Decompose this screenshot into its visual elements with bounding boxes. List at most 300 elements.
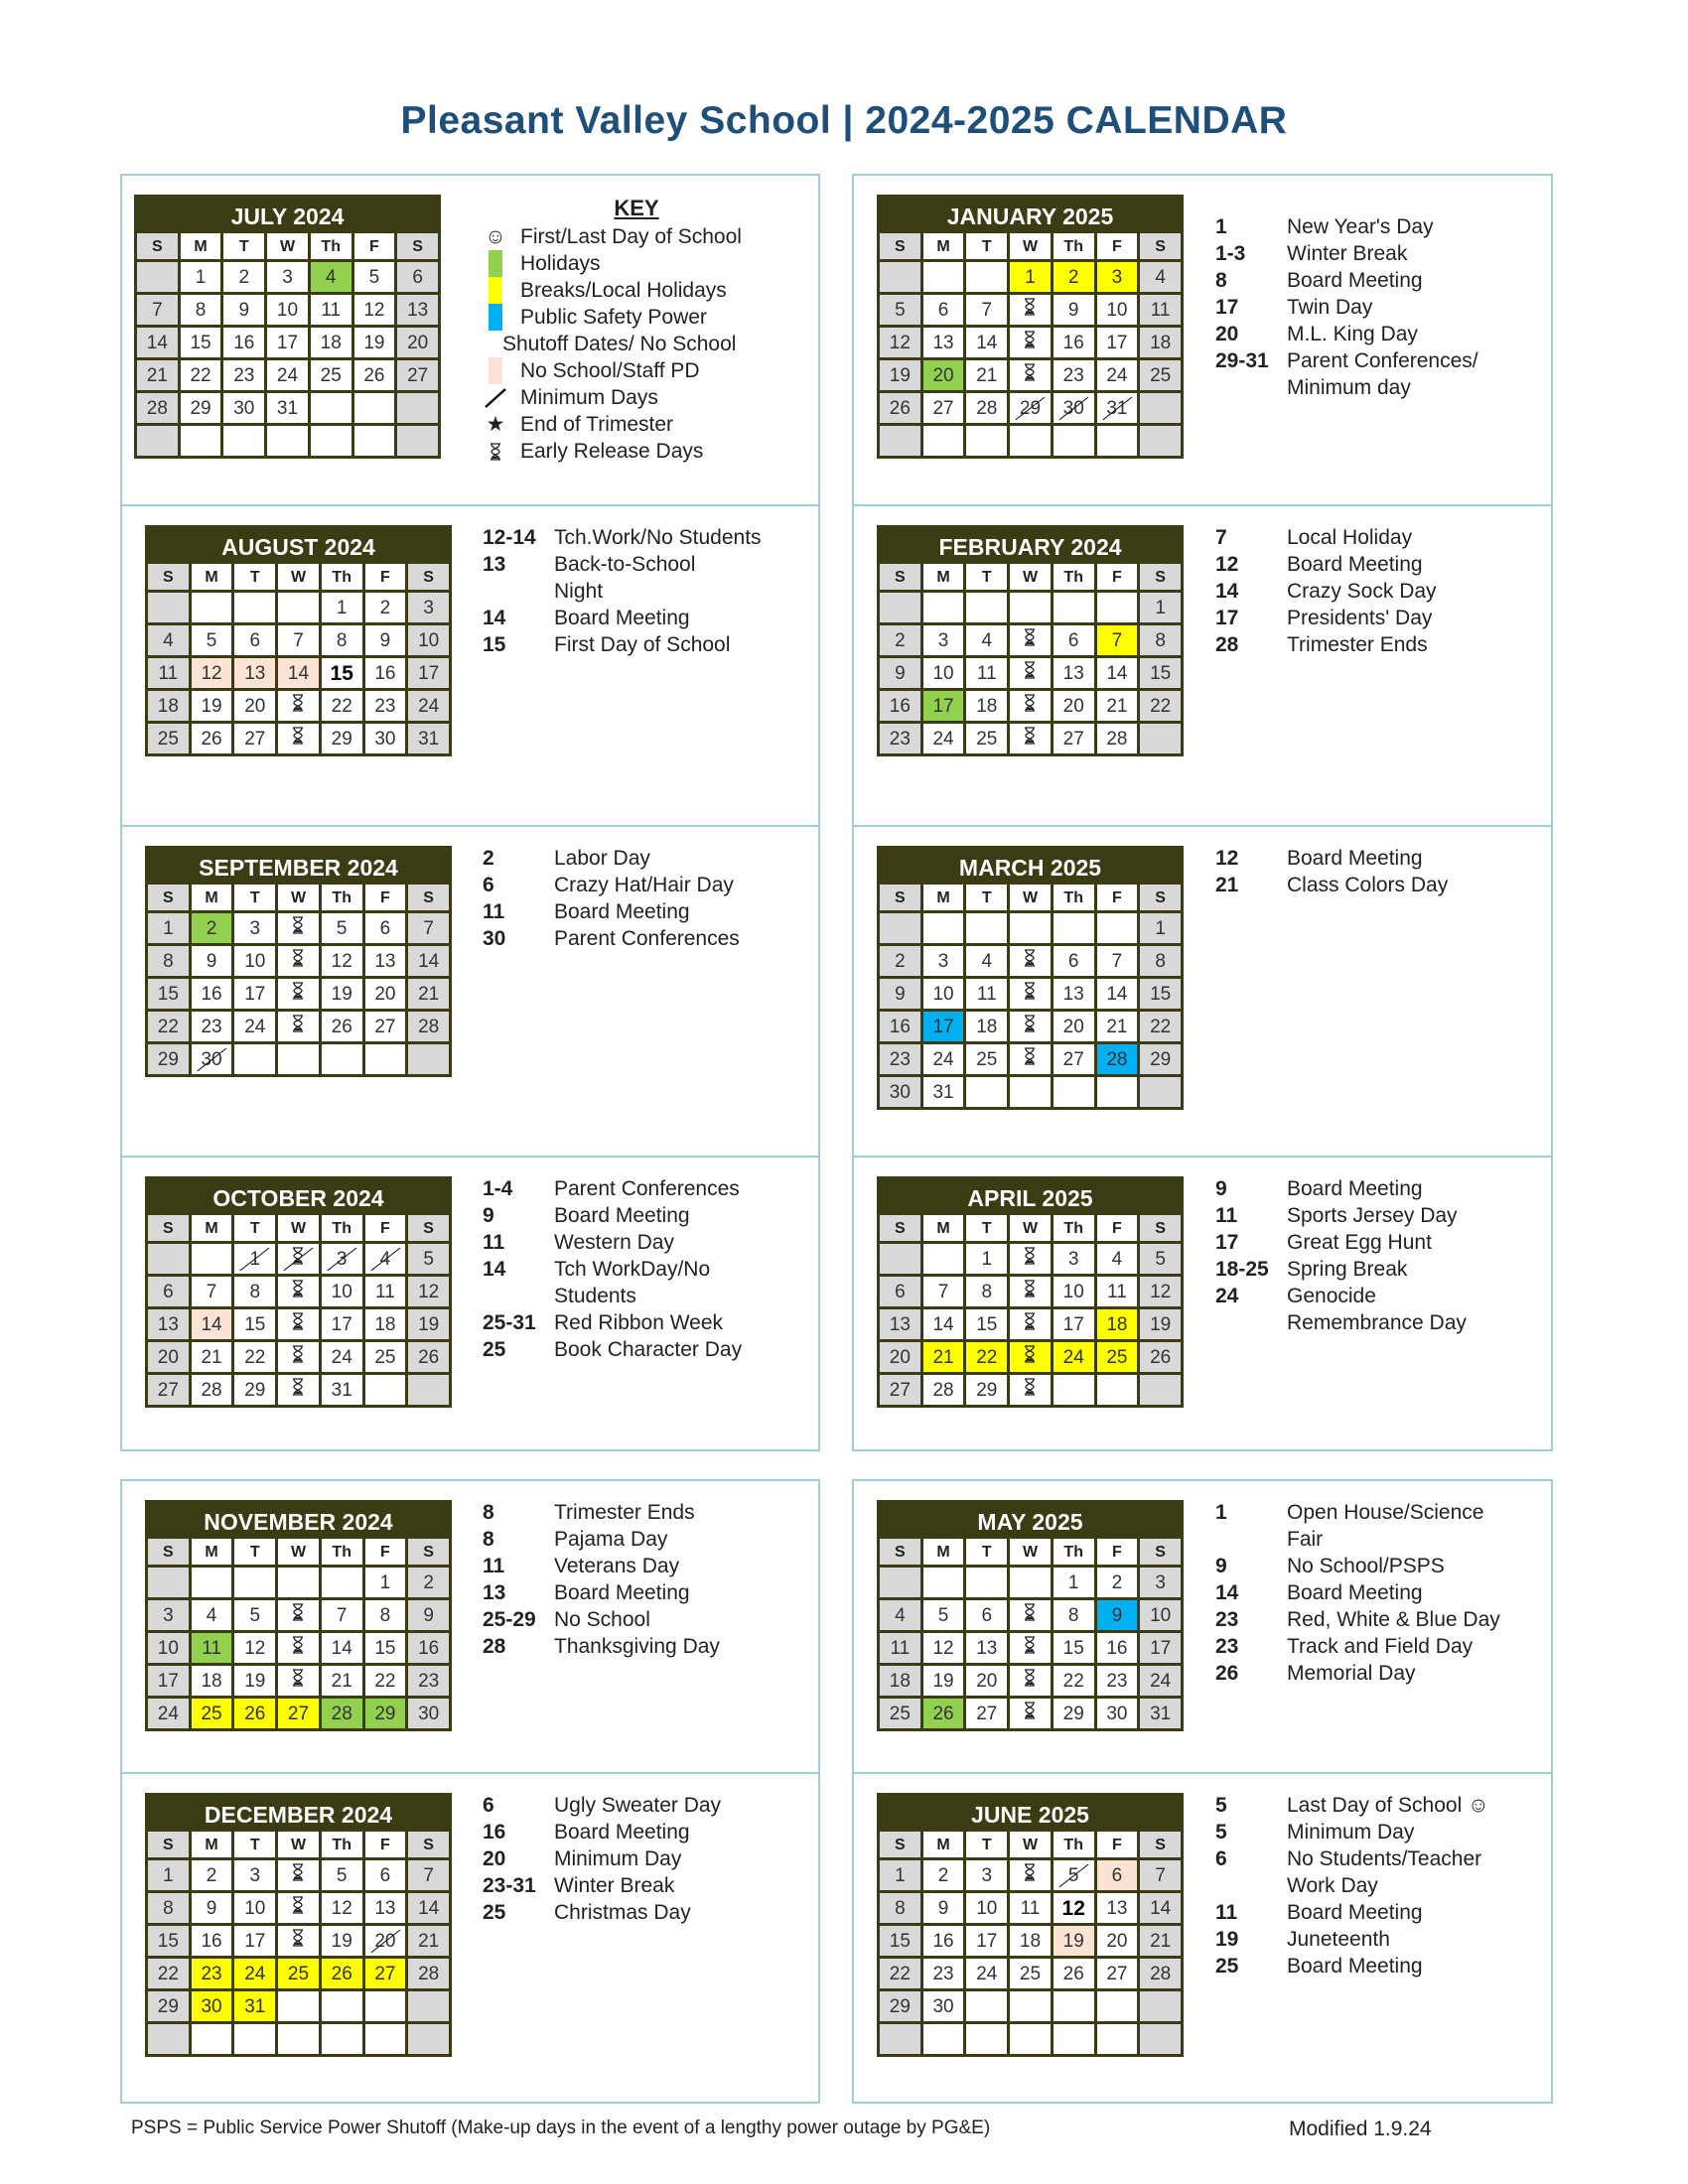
day-cell[interactable] xyxy=(365,1959,406,1988)
day-cell[interactable] xyxy=(148,1044,189,1074)
day-cell[interactable] xyxy=(397,328,438,357)
day-cell[interactable] xyxy=(1054,1012,1094,1041)
day-cell[interactable] xyxy=(1140,1860,1181,1890)
day-cell[interactable] xyxy=(408,946,449,976)
day-cell[interactable] xyxy=(408,1633,449,1663)
day-cell[interactable] xyxy=(408,1893,449,1923)
day-cell[interactable] xyxy=(148,1959,189,1988)
day-cell[interactable] xyxy=(1054,724,1094,753)
day-cell[interactable] xyxy=(1054,946,1094,976)
day-cell[interactable] xyxy=(1140,1959,1181,1988)
day-cell[interactable] xyxy=(1140,691,1181,721)
day-cell[interactable] xyxy=(354,295,395,325)
day-cell[interactable] xyxy=(880,1926,920,1956)
early-release-day-cell[interactable] xyxy=(278,1375,319,1405)
day-cell[interactable] xyxy=(408,1926,449,1956)
day-cell[interactable] xyxy=(1010,393,1051,423)
early-release-day-cell[interactable] xyxy=(278,913,319,943)
day-cell[interactable] xyxy=(234,1860,275,1890)
day-cell[interactable] xyxy=(234,913,275,943)
day-cell[interactable] xyxy=(322,913,362,943)
day-cell[interactable] xyxy=(365,658,406,688)
day-cell[interactable] xyxy=(234,1309,275,1339)
day-cell[interactable] xyxy=(148,1991,189,2021)
day-cell[interactable] xyxy=(1097,262,1138,292)
day-cell[interactable] xyxy=(192,1893,232,1923)
day-cell[interactable] xyxy=(1140,979,1181,1009)
early-release-day-cell[interactable] xyxy=(1010,328,1051,357)
day-cell[interactable] xyxy=(181,262,221,292)
early-release-day-cell[interactable] xyxy=(1010,658,1051,688)
early-release-day-cell[interactable] xyxy=(278,946,319,976)
day-cell[interactable] xyxy=(1140,328,1181,357)
day-cell[interactable] xyxy=(1054,1926,1094,1956)
day-cell[interactable] xyxy=(1140,1244,1181,1274)
day-cell[interactable] xyxy=(234,1893,275,1923)
day-cell[interactable] xyxy=(880,1860,920,1890)
day-cell[interactable] xyxy=(923,1309,964,1339)
day-cell[interactable] xyxy=(966,1012,1007,1041)
day-cell[interactable] xyxy=(148,913,189,943)
day-cell[interactable] xyxy=(354,328,395,357)
day-cell[interactable] xyxy=(966,1893,1007,1923)
day-cell[interactable] xyxy=(322,1633,362,1663)
day-cell[interactable] xyxy=(408,1699,449,1728)
day-cell[interactable] xyxy=(880,1959,920,1988)
day-cell[interactable] xyxy=(966,1633,1007,1663)
day-cell[interactable] xyxy=(148,1309,189,1339)
day-cell[interactable] xyxy=(137,360,178,390)
day-cell[interactable] xyxy=(1097,1568,1138,1597)
early-release-day-cell[interactable] xyxy=(1010,1633,1051,1663)
day-cell[interactable] xyxy=(234,979,275,1009)
day-cell[interactable] xyxy=(181,393,221,423)
day-cell[interactable] xyxy=(192,658,232,688)
day-cell[interactable] xyxy=(408,1860,449,1890)
day-cell[interactable] xyxy=(192,1342,232,1372)
day-cell[interactable] xyxy=(966,295,1007,325)
early-release-day-cell[interactable] xyxy=(1010,360,1051,390)
day-cell[interactable] xyxy=(365,979,406,1009)
day-cell[interactable] xyxy=(408,979,449,1009)
day-cell[interactable] xyxy=(923,1860,964,1890)
day-cell[interactable] xyxy=(365,724,406,753)
early-release-day-cell[interactable] xyxy=(278,724,319,753)
day-cell[interactable] xyxy=(354,360,395,390)
early-release-day-cell[interactable] xyxy=(278,1860,319,1890)
day-cell[interactable] xyxy=(223,262,264,292)
day-cell[interactable] xyxy=(923,946,964,976)
day-cell[interactable] xyxy=(1140,1699,1181,1728)
day-cell[interactable] xyxy=(192,913,232,943)
day-cell[interactable] xyxy=(192,1044,232,1074)
day-cell[interactable] xyxy=(148,1012,189,1041)
early-release-day-cell[interactable] xyxy=(278,1309,319,1339)
early-release-day-cell[interactable] xyxy=(1010,295,1051,325)
day-cell[interactable] xyxy=(1140,1277,1181,1306)
day-cell[interactable] xyxy=(267,393,308,423)
early-release-day-cell[interactable] xyxy=(278,1893,319,1923)
day-cell[interactable] xyxy=(322,724,362,753)
day-cell[interactable] xyxy=(322,1012,362,1041)
day-cell[interactable] xyxy=(1097,1893,1138,1923)
day-cell[interactable] xyxy=(923,1991,964,2021)
day-cell[interactable] xyxy=(234,625,275,655)
day-cell[interactable] xyxy=(1140,1926,1181,1956)
day-cell[interactable] xyxy=(1054,1244,1094,1274)
day-cell[interactable] xyxy=(192,1959,232,1988)
day-cell[interactable] xyxy=(148,724,189,753)
day-cell[interactable] xyxy=(923,1959,964,1988)
day-cell[interactable] xyxy=(880,625,920,655)
day-cell[interactable] xyxy=(1054,295,1094,325)
day-cell[interactable] xyxy=(880,1633,920,1663)
day-cell[interactable] xyxy=(966,724,1007,753)
day-cell[interactable] xyxy=(966,328,1007,357)
day-cell[interactable] xyxy=(880,1666,920,1696)
day-cell[interactable] xyxy=(1140,946,1181,976)
day-cell[interactable] xyxy=(880,328,920,357)
day-cell[interactable] xyxy=(365,1860,406,1890)
day-cell[interactable] xyxy=(234,1666,275,1696)
early-release-day-cell[interactable] xyxy=(1010,1277,1051,1306)
day-cell[interactable] xyxy=(322,1860,362,1890)
day-cell[interactable] xyxy=(880,1044,920,1074)
day-cell[interactable] xyxy=(966,979,1007,1009)
day-cell[interactable] xyxy=(181,360,221,390)
day-cell[interactable] xyxy=(365,625,406,655)
day-cell[interactable] xyxy=(148,1926,189,1956)
day-cell[interactable] xyxy=(966,1244,1007,1274)
day-cell[interactable] xyxy=(1054,625,1094,655)
day-cell[interactable] xyxy=(365,913,406,943)
day-cell[interactable] xyxy=(880,724,920,753)
early-release-day-cell[interactable] xyxy=(1010,1375,1051,1405)
day-cell[interactable] xyxy=(1097,1309,1138,1339)
day-cell[interactable] xyxy=(148,1277,189,1306)
day-cell[interactable] xyxy=(1054,1277,1094,1306)
day-cell[interactable] xyxy=(365,1600,406,1630)
day-cell[interactable] xyxy=(322,1926,362,1956)
day-cell[interactable] xyxy=(365,1893,406,1923)
day-cell[interactable] xyxy=(966,1699,1007,1728)
day-cell[interactable] xyxy=(1140,1309,1181,1339)
day-cell[interactable] xyxy=(923,1044,964,1074)
day-cell[interactable] xyxy=(148,1375,189,1405)
day-cell[interactable] xyxy=(311,328,352,357)
day-cell[interactable] xyxy=(966,946,1007,976)
day-cell[interactable] xyxy=(365,1699,406,1728)
day-cell[interactable] xyxy=(1010,1893,1051,1923)
day-cell[interactable] xyxy=(1054,262,1094,292)
day-cell[interactable] xyxy=(966,1309,1007,1339)
day-cell[interactable] xyxy=(322,979,362,1009)
day-cell[interactable] xyxy=(408,1568,449,1597)
day-cell[interactable] xyxy=(1097,1959,1138,1988)
day-cell[interactable] xyxy=(1140,1600,1181,1630)
day-cell[interactable] xyxy=(966,1277,1007,1306)
day-cell[interactable] xyxy=(1097,946,1138,976)
day-cell[interactable] xyxy=(365,1244,406,1274)
day-cell[interactable] xyxy=(192,1375,232,1405)
day-cell[interactable] xyxy=(923,658,964,688)
day-cell[interactable] xyxy=(322,1277,362,1306)
day-cell[interactable] xyxy=(1054,1699,1094,1728)
day-cell[interactable] xyxy=(408,1959,449,1988)
day-cell[interactable] xyxy=(966,625,1007,655)
day-cell[interactable] xyxy=(408,658,449,688)
day-cell[interactable] xyxy=(1054,1600,1094,1630)
day-cell[interactable] xyxy=(365,593,406,622)
day-cell[interactable] xyxy=(223,360,264,390)
day-cell[interactable] xyxy=(1097,393,1138,423)
day-cell[interactable] xyxy=(322,1959,362,1988)
day-cell[interactable] xyxy=(923,1633,964,1663)
day-cell[interactable] xyxy=(408,1309,449,1339)
day-cell[interactable] xyxy=(1054,1342,1094,1372)
day-cell[interactable] xyxy=(923,1277,964,1306)
day-cell[interactable] xyxy=(322,1244,362,1274)
day-cell[interactable] xyxy=(923,295,964,325)
early-release-day-cell[interactable] xyxy=(1010,1012,1051,1041)
day-cell[interactable] xyxy=(966,360,1007,390)
day-cell[interactable] xyxy=(397,360,438,390)
day-cell[interactable] xyxy=(923,1600,964,1630)
day-cell[interactable] xyxy=(923,1342,964,1372)
day-cell[interactable] xyxy=(923,1926,964,1956)
day-cell[interactable] xyxy=(408,691,449,721)
early-release-day-cell[interactable] xyxy=(1010,691,1051,721)
day-cell[interactable] xyxy=(880,1012,920,1041)
day-cell[interactable] xyxy=(880,1991,920,2021)
day-cell[interactable] xyxy=(234,1375,275,1405)
day-cell[interactable] xyxy=(408,1012,449,1041)
day-cell[interactable] xyxy=(267,262,308,292)
day-cell[interactable] xyxy=(192,1991,232,2021)
day-cell[interactable] xyxy=(234,1959,275,1988)
day-cell[interactable] xyxy=(278,658,319,688)
day-cell[interactable] xyxy=(1097,1926,1138,1956)
early-release-day-cell[interactable] xyxy=(1010,1244,1051,1274)
day-cell[interactable] xyxy=(880,691,920,721)
day-cell[interactable] xyxy=(192,1012,232,1041)
day-cell[interactable] xyxy=(234,1600,275,1630)
day-cell[interactable] xyxy=(322,658,362,688)
early-release-day-cell[interactable] xyxy=(278,1633,319,1663)
early-release-day-cell[interactable] xyxy=(1010,724,1051,753)
day-cell[interactable] xyxy=(1140,593,1181,622)
day-cell[interactable] xyxy=(322,1309,362,1339)
day-cell[interactable] xyxy=(966,393,1007,423)
day-cell[interactable] xyxy=(408,1277,449,1306)
day-cell[interactable] xyxy=(365,1012,406,1041)
day-cell[interactable] xyxy=(1097,1666,1138,1696)
day-cell[interactable] xyxy=(880,1893,920,1923)
day-cell[interactable] xyxy=(966,1342,1007,1372)
day-cell[interactable] xyxy=(234,658,275,688)
day-cell[interactable] xyxy=(234,1277,275,1306)
day-cell[interactable] xyxy=(923,328,964,357)
day-cell[interactable] xyxy=(148,1600,189,1630)
day-cell[interactable] xyxy=(408,913,449,943)
day-cell[interactable] xyxy=(192,1699,232,1728)
day-cell[interactable] xyxy=(322,1893,362,1923)
day-cell[interactable] xyxy=(234,1633,275,1663)
day-cell[interactable] xyxy=(408,724,449,753)
day-cell[interactable] xyxy=(365,1568,406,1597)
day-cell[interactable] xyxy=(923,1699,964,1728)
day-cell[interactable] xyxy=(1054,1568,1094,1597)
day-cell[interactable] xyxy=(966,1375,1007,1405)
day-cell[interactable] xyxy=(923,1012,964,1041)
day-cell[interactable] xyxy=(181,295,221,325)
day-cell[interactable] xyxy=(148,1666,189,1696)
day-cell[interactable] xyxy=(1140,360,1181,390)
day-cell[interactable] xyxy=(966,1860,1007,1890)
day-cell[interactable] xyxy=(966,1959,1007,1988)
day-cell[interactable] xyxy=(192,1309,232,1339)
early-release-day-cell[interactable] xyxy=(1010,979,1051,1009)
day-cell[interactable] xyxy=(408,593,449,622)
day-cell[interactable] xyxy=(1054,658,1094,688)
day-cell[interactable] xyxy=(1097,724,1138,753)
day-cell[interactable] xyxy=(1140,625,1181,655)
day-cell[interactable] xyxy=(322,593,362,622)
day-cell[interactable] xyxy=(1054,979,1094,1009)
day-cell[interactable] xyxy=(1097,1633,1138,1663)
day-cell[interactable] xyxy=(1140,1893,1181,1923)
day-cell[interactable] xyxy=(234,724,275,753)
early-release-day-cell[interactable] xyxy=(278,979,319,1009)
day-cell[interactable] xyxy=(137,393,178,423)
day-cell[interactable] xyxy=(880,1277,920,1306)
day-cell[interactable] xyxy=(311,262,352,292)
day-cell[interactable] xyxy=(234,946,275,976)
day-cell[interactable] xyxy=(192,1926,232,1956)
early-release-day-cell[interactable] xyxy=(278,1600,319,1630)
day-cell[interactable] xyxy=(923,1893,964,1923)
day-cell[interactable] xyxy=(137,295,178,325)
day-cell[interactable] xyxy=(234,691,275,721)
day-cell[interactable] xyxy=(397,262,438,292)
early-release-day-cell[interactable] xyxy=(278,1666,319,1696)
day-cell[interactable] xyxy=(322,1375,362,1405)
day-cell[interactable] xyxy=(880,1375,920,1405)
early-release-day-cell[interactable] xyxy=(278,1926,319,1956)
day-cell[interactable] xyxy=(322,691,362,721)
day-cell[interactable] xyxy=(923,1375,964,1405)
day-cell[interactable] xyxy=(880,295,920,325)
day-cell[interactable] xyxy=(365,946,406,976)
day-cell[interactable] xyxy=(966,691,1007,721)
early-release-day-cell[interactable] xyxy=(1010,1699,1051,1728)
day-cell[interactable] xyxy=(148,1699,189,1728)
day-cell[interactable] xyxy=(1097,1012,1138,1041)
day-cell[interactable] xyxy=(880,1699,920,1728)
early-release-day-cell[interactable] xyxy=(278,1244,319,1274)
day-cell[interactable] xyxy=(322,625,362,655)
day-cell[interactable] xyxy=(880,946,920,976)
day-cell[interactable] xyxy=(1140,1666,1181,1696)
day-cell[interactable] xyxy=(1010,1959,1051,1988)
day-cell[interactable] xyxy=(278,1959,319,1988)
day-cell[interactable] xyxy=(880,1600,920,1630)
day-cell[interactable] xyxy=(408,1244,449,1274)
day-cell[interactable] xyxy=(880,1309,920,1339)
day-cell[interactable] xyxy=(1054,1044,1094,1074)
day-cell[interactable] xyxy=(1097,1699,1138,1728)
day-cell[interactable] xyxy=(267,328,308,357)
day-cell[interactable] xyxy=(923,979,964,1009)
early-release-day-cell[interactable] xyxy=(278,1277,319,1306)
day-cell[interactable] xyxy=(1097,1600,1138,1630)
day-cell[interactable] xyxy=(966,1044,1007,1074)
day-cell[interactable] xyxy=(880,1342,920,1372)
day-cell[interactable] xyxy=(322,1666,362,1696)
day-cell[interactable] xyxy=(1140,1342,1181,1372)
day-cell[interactable] xyxy=(1097,691,1138,721)
day-cell[interactable] xyxy=(923,724,964,753)
day-cell[interactable] xyxy=(1097,658,1138,688)
day-cell[interactable] xyxy=(1140,1633,1181,1663)
day-cell[interactable] xyxy=(148,658,189,688)
day-cell[interactable] xyxy=(322,1600,362,1630)
day-cell[interactable] xyxy=(223,393,264,423)
day-cell[interactable] xyxy=(1054,393,1094,423)
day-cell[interactable] xyxy=(1140,658,1181,688)
day-cell[interactable] xyxy=(365,1277,406,1306)
day-cell[interactable] xyxy=(322,1699,362,1728)
day-cell[interactable] xyxy=(234,1012,275,1041)
day-cell[interactable] xyxy=(192,946,232,976)
day-cell[interactable] xyxy=(966,1926,1007,1956)
day-cell[interactable] xyxy=(322,946,362,976)
day-cell[interactable] xyxy=(192,1860,232,1890)
early-release-day-cell[interactable] xyxy=(278,1012,319,1041)
day-cell[interactable] xyxy=(311,360,352,390)
day-cell[interactable] xyxy=(234,1342,275,1372)
day-cell[interactable] xyxy=(1097,360,1138,390)
day-cell[interactable] xyxy=(1097,1342,1138,1372)
day-cell[interactable] xyxy=(923,1077,964,1107)
day-cell[interactable] xyxy=(365,691,406,721)
day-cell[interactable] xyxy=(192,1666,232,1696)
day-cell[interactable] xyxy=(365,1309,406,1339)
day-cell[interactable] xyxy=(1097,1044,1138,1074)
day-cell[interactable] xyxy=(192,1277,232,1306)
day-cell[interactable] xyxy=(278,625,319,655)
day-cell[interactable] xyxy=(311,295,352,325)
day-cell[interactable] xyxy=(923,625,964,655)
day-cell[interactable] xyxy=(1054,691,1094,721)
day-cell[interactable] xyxy=(1140,913,1181,943)
day-cell[interactable] xyxy=(1097,979,1138,1009)
day-cell[interactable] xyxy=(1010,262,1051,292)
day-cell[interactable] xyxy=(923,1666,964,1696)
day-cell[interactable] xyxy=(1097,1277,1138,1306)
day-cell[interactable] xyxy=(880,393,920,423)
day-cell[interactable] xyxy=(234,1926,275,1956)
day-cell[interactable] xyxy=(365,1666,406,1696)
day-cell[interactable] xyxy=(267,295,308,325)
day-cell[interactable] xyxy=(1097,295,1138,325)
day-cell[interactable] xyxy=(365,1342,406,1372)
day-cell[interactable] xyxy=(192,1633,232,1663)
day-cell[interactable] xyxy=(966,658,1007,688)
day-cell[interactable] xyxy=(234,1699,275,1728)
day-cell[interactable] xyxy=(267,360,308,390)
day-cell[interactable] xyxy=(1054,1959,1094,1988)
